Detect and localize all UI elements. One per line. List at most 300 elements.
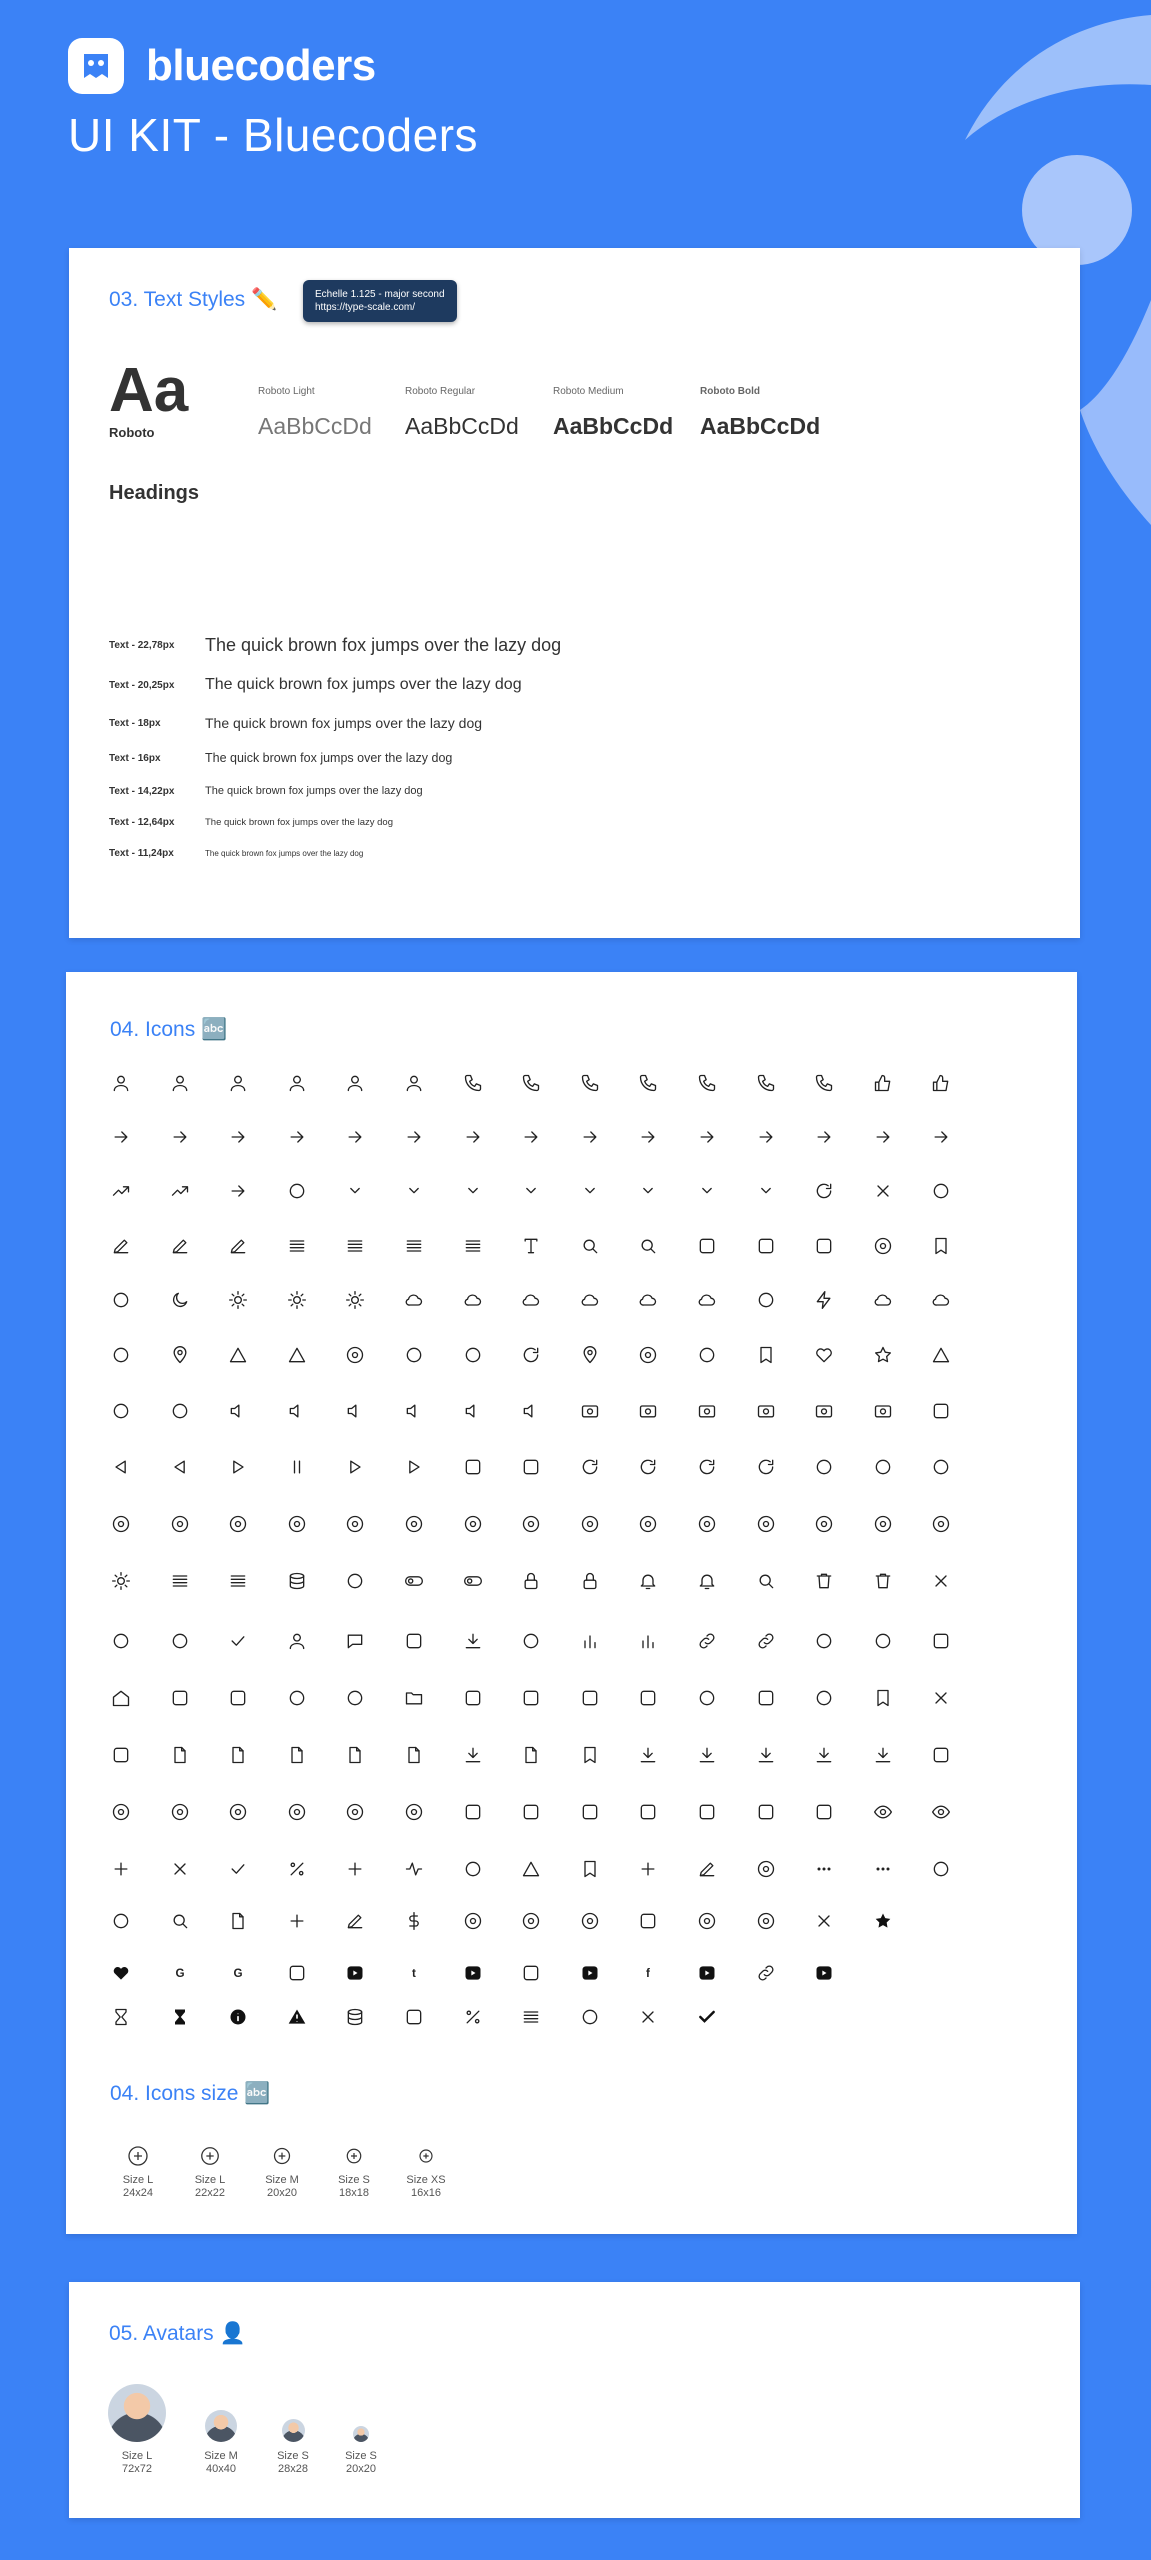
x-icon <box>165 1854 195 1884</box>
type-row-sample: The quick brown fox jumps over the lazy dog <box>205 817 393 828</box>
feather-icon <box>692 1854 722 1884</box>
percent-grid-icon <box>458 2002 488 2032</box>
chevrons-right-icon <box>751 1176 781 1206</box>
list-plus-icon <box>165 1626 195 1656</box>
align-right-icon <box>282 1231 312 1261</box>
rotate-ccw-icon <box>633 1452 663 1482</box>
weight-sample: AaBbCcDd <box>553 413 674 439</box>
type-icon <box>516 1231 546 1261</box>
grid-icon <box>633 1683 663 1713</box>
clock-icon <box>633 1340 663 1370</box>
home-icon <box>106 1683 136 1713</box>
package-icon <box>340 1683 370 1713</box>
menu-icon <box>165 1566 195 1596</box>
plus-icon <box>106 1854 136 1884</box>
tag-icon <box>926 1231 956 1261</box>
sidebar-icon <box>633 1797 663 1827</box>
check-icon <box>223 1854 253 1884</box>
plus-circle-icon <box>252 2144 312 2168</box>
type-scale-note <box>303 280 457 322</box>
sliders-icon <box>516 2002 546 2032</box>
users-icon <box>165 1068 195 1098</box>
cloud-drizzle-icon <box>458 1285 488 1315</box>
tool-icon <box>340 1906 370 1936</box>
corner-left-down-icon <box>340 1122 370 1152</box>
droplet-icon <box>575 1340 605 1370</box>
avatar-item <box>193 2410 249 2476</box>
corner-up-right-icon <box>223 1122 253 1152</box>
weight-sample: AaBbCcDd <box>405 413 519 439</box>
target-3-icon <box>458 1906 488 1936</box>
radio-icon <box>868 1626 898 1656</box>
plus-circle-icon <box>324 2144 384 2168</box>
close-grid-icon <box>633 2002 663 2032</box>
icon-size-item <box>180 2144 240 2200</box>
chevrons-up-icon <box>340 1176 370 1206</box>
twitter-filled-icon <box>458 1958 488 1988</box>
chevron-left-icon <box>575 1176 605 1206</box>
inbox-icon <box>751 1231 781 1261</box>
size-dims: 24x24 <box>123 2187 153 2199</box>
edit-line-icon <box>106 1231 136 1261</box>
battery-icon <box>458 1452 488 1482</box>
sun-icon <box>223 1285 253 1315</box>
trending-down-icon <box>165 1176 195 1206</box>
minimize-icon <box>282 1176 312 1206</box>
unlock-icon <box>516 1566 546 1596</box>
phone-forwarded-icon <box>692 1068 722 1098</box>
save-icon <box>692 1231 722 1261</box>
monitor-icon <box>165 1683 195 1713</box>
file-star-icon <box>165 1740 195 1770</box>
user-x-icon <box>340 1068 370 1098</box>
zoom-in-icon <box>633 1231 663 1261</box>
trash-2-icon <box>868 1566 898 1596</box>
upload-cloud-icon <box>926 1285 956 1315</box>
share-icon <box>458 1626 488 1656</box>
bluecoders-logo <box>68 38 124 94</box>
corner-left-up-icon <box>458 1122 488 1152</box>
cpu-icon <box>751 1683 781 1713</box>
tablet-icon <box>106 1740 136 1770</box>
avatar-size-label: Size M <box>204 2450 238 2462</box>
stop-circle-icon <box>340 1509 370 1539</box>
avatar-item <box>107 2384 167 2476</box>
git-merge-icon <box>809 1906 839 1936</box>
cloud-off-icon <box>692 1285 722 1315</box>
star-filled-icon <box>868 1906 898 1936</box>
phone-incoming-icon <box>633 1068 663 1098</box>
hash-icon <box>340 1854 370 1884</box>
check-bold-icon <box>692 2002 722 2032</box>
square-icon <box>458 1797 488 1827</box>
fast-forward-icon <box>399 1452 429 1482</box>
avatar-item <box>265 2419 321 2476</box>
type-row-label: Text - 20,25px <box>109 679 175 691</box>
svg-text:G: G <box>175 1967 185 1981</box>
avatar <box>205 2410 237 2442</box>
chevron-up-icon <box>516 1176 546 1206</box>
type-row-label: Text - 18px <box>109 717 161 729</box>
arrow-up-right-icon <box>692 1122 722 1152</box>
download-cloud-icon <box>868 1285 898 1315</box>
airplay-icon <box>223 1683 253 1713</box>
crosshair-icon <box>223 1797 253 1827</box>
note-line: Echelle 1.125 - major second <box>315 289 445 300</box>
file-search-icon <box>223 1906 253 1936</box>
smartphone-icon <box>399 1626 429 1656</box>
trending-up-icon <box>106 1176 136 1206</box>
weight-label: Roboto Bold <box>700 386 760 397</box>
cloud-lightning-icon <box>575 1285 605 1315</box>
dribbble-icon <box>751 1906 781 1936</box>
arrow-up-left-icon <box>809 1122 839 1152</box>
headphones-icon <box>106 1396 136 1426</box>
video-icon <box>633 1396 663 1426</box>
heart-icon <box>809 1340 839 1370</box>
info-filled-icon <box>223 2002 253 2032</box>
corner-up-left-icon <box>282 1122 312 1152</box>
map-pin-icon <box>165 1340 195 1370</box>
avatar <box>108 2384 166 2442</box>
type-row-sample: The quick brown fox jumps over the lazy dog <box>205 635 562 655</box>
note-line: https://type-scale.com/ <box>315 302 416 313</box>
type-row <box>109 676 522 694</box>
twitter-icon <box>399 1958 429 1988</box>
bookmark-icon <box>575 1740 605 1770</box>
umbrella-icon <box>458 1340 488 1370</box>
plus-circle-icon <box>165 1509 195 1539</box>
dollar-sign-icon <box>399 1906 429 1936</box>
log-out-icon <box>692 1740 722 1770</box>
x-circle-icon <box>516 1509 546 1539</box>
size-label: Size XS <box>406 2174 446 2186</box>
briefcase-icon <box>926 1854 956 1884</box>
aperture-icon <box>809 1509 839 1539</box>
bar-chart-icon <box>575 1626 605 1656</box>
type-row <box>109 817 393 828</box>
compass-2-icon <box>516 1906 546 1936</box>
shuffle-icon <box>868 1176 898 1206</box>
document-icon <box>516 1740 546 1770</box>
triangle-icon <box>926 1340 956 1370</box>
size-dims: 16x16 <box>411 2187 441 2199</box>
svg-text:G: G <box>233 1967 243 1981</box>
alert-filled-icon <box>282 2002 312 2032</box>
instagram-icon <box>516 1958 546 1988</box>
icon-size-item <box>108 2144 168 2200</box>
film-icon <box>868 1396 898 1426</box>
page-title: UI KIT - Bluecoders <box>68 109 479 161</box>
section-title: 05. Avatars 👤 <box>109 2322 246 2345</box>
skip-back-icon <box>165 1452 195 1482</box>
mic-off-icon <box>458 1396 488 1426</box>
fullscreen-icon <box>926 1396 956 1426</box>
image-icon <box>809 1396 839 1426</box>
type-row <box>109 785 423 797</box>
file-text-icon <box>282 1740 312 1770</box>
layers-icon <box>282 1566 312 1596</box>
brand <box>68 38 478 94</box>
maximize-icon <box>926 1176 956 1206</box>
weight-regular <box>405 386 519 440</box>
user-minus-icon <box>223 1068 253 1098</box>
file-icon <box>340 1740 370 1770</box>
camera-icon <box>751 1396 781 1426</box>
kerning-icon <box>282 1906 312 1936</box>
info-icon <box>458 1509 488 1539</box>
play-icon <box>340 1452 370 1482</box>
type-row-sample: The quick brown fox jumps over the lazy dog <box>205 849 364 858</box>
file-plus-icon <box>223 1740 253 1770</box>
section-title: 04. Icons 🔤 <box>110 1018 228 1041</box>
user-plus-icon <box>282 1068 312 1098</box>
phone-missed-icon <box>516 1068 546 1098</box>
type-row <box>109 635 561 656</box>
credit-card-icon <box>516 1683 546 1713</box>
size-label: Size L <box>194 2174 226 2186</box>
percent-icon <box>282 1854 312 1884</box>
section-title: 04. Icons size 🔤 <box>110 2082 271 2105</box>
youtube-icon <box>282 1958 312 1988</box>
circle-icon <box>106 1509 136 1539</box>
move-icon <box>633 1854 663 1884</box>
pie-chart-icon <box>868 1509 898 1539</box>
weight-bold <box>700 386 820 440</box>
refresh-cw-icon <box>575 1452 605 1482</box>
bluetooth-icon <box>516 1626 546 1656</box>
icon-size-item <box>252 2144 312 2200</box>
chevrons-down-icon <box>399 1176 429 1206</box>
trash-icon <box>809 1566 839 1596</box>
phone-icon <box>458 1068 488 1098</box>
phone-call-icon <box>809 1068 839 1098</box>
phone-off-icon <box>751 1068 781 1098</box>
euro-icon <box>575 1906 605 1936</box>
loader-icon <box>516 1340 546 1370</box>
zoom-out-icon <box>575 1231 605 1261</box>
user-check-icon <box>399 1068 429 1098</box>
user-group-icon <box>282 1626 312 1656</box>
avatars-card <box>69 2282 1080 2518</box>
zap-icon <box>809 1285 839 1315</box>
check-circle-icon <box>633 1509 663 1539</box>
volume-1-icon <box>340 1396 370 1426</box>
corner-right-up-icon <box>516 1122 546 1152</box>
avatar <box>353 2426 369 2442</box>
camera-off-icon <box>692 1396 722 1426</box>
target-icon <box>282 1797 312 1827</box>
repeat-icon <box>809 1176 839 1206</box>
eye-off-icon <box>926 1797 956 1827</box>
database-icon <box>340 2002 370 2032</box>
page-header <box>68 38 478 162</box>
mail-icon <box>868 1452 898 1482</box>
scissors-icon <box>926 1566 956 1596</box>
avatar-size-label: Size S <box>345 2450 377 2462</box>
anchor-icon <box>399 1340 429 1370</box>
search-user-icon <box>165 1906 195 1936</box>
target-2-icon <box>399 1797 429 1827</box>
edit-box-icon <box>223 1231 253 1261</box>
alert-triangle-icon <box>516 1854 546 1884</box>
type-row-label: Text - 16px <box>109 752 161 764</box>
bar-chart-2-icon <box>633 1626 663 1656</box>
linkedin-filled-icon <box>809 1958 839 1988</box>
thumbs-up-icon <box>868 1068 898 1098</box>
message-circle-icon <box>868 1231 898 1261</box>
avatar-size-dims: 72x72 <box>122 2463 152 2475</box>
toggle-left-icon <box>399 1566 429 1596</box>
at-sign-icon <box>751 1854 781 1884</box>
hourglass-filled-icon <box>165 2002 195 2032</box>
bell-off-icon <box>633 1566 663 1596</box>
download-icon <box>751 1740 781 1770</box>
chevron-right-icon <box>633 1176 663 1206</box>
size-label: Size M <box>265 2174 299 2186</box>
navigation-icon <box>223 1340 253 1370</box>
weight-label: Roboto Medium <box>553 386 624 397</box>
battery-charging-icon <box>516 1452 546 1482</box>
avatar-item <box>333 2426 389 2476</box>
phone-outgoing-icon <box>575 1068 605 1098</box>
type-row <box>109 751 452 765</box>
arrow-up-icon <box>633 1122 663 1152</box>
align-center-icon <box>458 1231 488 1261</box>
minus-circle-icon <box>223 1509 253 1539</box>
pencil-icon <box>165 1231 195 1261</box>
font-specimen: Aa <box>109 356 189 425</box>
music-icon <box>165 1396 195 1426</box>
font-name: Roboto <box>109 425 155 440</box>
brand-name: bluecoders <box>146 41 376 90</box>
activity-icon <box>399 1854 429 1884</box>
chevrons-left-icon <box>692 1176 722 1206</box>
refresh-ccw-icon <box>751 1452 781 1482</box>
icon-size-item <box>324 2144 384 2200</box>
video-off-icon <box>575 1396 605 1426</box>
arrow-down-left-icon <box>223 1176 253 1206</box>
weight-light <box>258 386 372 440</box>
type-row-label: Text - 11,24px <box>109 848 174 859</box>
settings-list-icon <box>575 2002 605 2032</box>
weight-sample: AaBbCcDd <box>258 413 372 439</box>
thumbs-down-icon <box>926 1068 956 1098</box>
plus-square-icon <box>575 1797 605 1827</box>
external-link-icon <box>633 1740 663 1770</box>
type-row-sample: The quick brown fox jumps over the lazy dog <box>205 751 453 765</box>
plus-circle-icon <box>108 2144 168 2168</box>
more-horizontal-icon <box>868 1854 898 1884</box>
icon-size-item <box>396 2144 456 2200</box>
alert-circle-icon <box>399 1509 429 1539</box>
align-justify-icon <box>399 1231 429 1261</box>
align-left-icon <box>340 1231 370 1261</box>
server-icon <box>575 1683 605 1713</box>
type-row-label: Text - 12,64px <box>109 817 175 828</box>
play-circle-icon <box>282 1509 312 1539</box>
wifi-icon <box>809 1626 839 1656</box>
facebook-icon <box>633 1958 663 1988</box>
rewind-icon <box>106 1452 136 1482</box>
lock-icon <box>575 1566 605 1596</box>
arrow-right-icon <box>926 1122 956 1152</box>
search-icon <box>751 1566 781 1596</box>
clipboard-icon <box>399 1740 429 1770</box>
section-title: 03. Text Styles ✏️ <box>109 288 278 311</box>
icons-card <box>66 972 1077 2234</box>
mic-icon <box>516 1396 546 1426</box>
moon-icon <box>165 1285 195 1315</box>
arrow-down-icon <box>575 1122 605 1152</box>
minus-square-icon <box>809 1797 839 1827</box>
pocket-icon <box>575 1854 605 1884</box>
github-icon <box>165 1958 195 1988</box>
upload-icon <box>809 1740 839 1770</box>
circle-2-icon <box>106 1797 136 1827</box>
star-icon <box>868 1340 898 1370</box>
gitlab-icon <box>223 1958 253 1988</box>
share-up-icon <box>458 1740 488 1770</box>
corner-down-right-icon <box>165 1122 195 1152</box>
weight-label: Roboto Regular <box>405 386 476 397</box>
wind-icon <box>751 1285 781 1315</box>
chrome-icon <box>692 1906 722 1936</box>
sunrise-icon <box>282 1285 312 1315</box>
eye-icon <box>868 1797 898 1827</box>
list-check-icon <box>223 1626 253 1656</box>
cloud-icon <box>399 1285 429 1315</box>
watch-icon <box>692 1340 722 1370</box>
cloud-upload-icon <box>633 1285 663 1315</box>
calendar-icon <box>751 1797 781 1827</box>
type-row-label: Text - 14,22px <box>109 785 175 797</box>
plus-circle-icon <box>180 2144 240 2168</box>
chevron-down-icon <box>458 1176 488 1206</box>
instagram-filled-icon <box>575 1958 605 1988</box>
rotate-cw-icon <box>692 1452 722 1482</box>
power-icon <box>692 1509 722 1539</box>
pause-icon <box>282 1452 312 1482</box>
avatar-size-dims: 40x40 <box>206 2463 236 2475</box>
avatar <box>282 2419 305 2442</box>
link-2-icon <box>751 1626 781 1656</box>
type-row <box>109 848 363 859</box>
facebook-filled-icon <box>692 1958 722 1988</box>
globe-icon <box>926 1509 956 1539</box>
weight-medium <box>553 386 673 440</box>
volume-x-icon <box>282 1396 312 1426</box>
toggle-right-icon <box>458 1566 488 1596</box>
corner-down-left-icon <box>106 1122 136 1152</box>
book-icon <box>926 1740 956 1770</box>
volume-icon <box>223 1396 253 1426</box>
navigation-2-icon <box>282 1340 312 1370</box>
plus-circle-icon <box>396 2144 456 2168</box>
headings-label: Headings <box>109 482 200 504</box>
shield-icon <box>868 1683 898 1713</box>
linkedin-icon <box>751 1958 781 1988</box>
search-chat-icon <box>340 1626 370 1656</box>
slash-icon <box>340 1797 370 1827</box>
size-dims: 22x22 <box>195 2187 225 2199</box>
alert-octagon-icon <box>165 1797 195 1827</box>
layout-icon <box>692 1797 722 1827</box>
settings-icon <box>106 1566 136 1596</box>
bell-icon <box>692 1566 722 1596</box>
command-icon <box>926 1683 956 1713</box>
corner-right-down-icon <box>399 1122 429 1152</box>
